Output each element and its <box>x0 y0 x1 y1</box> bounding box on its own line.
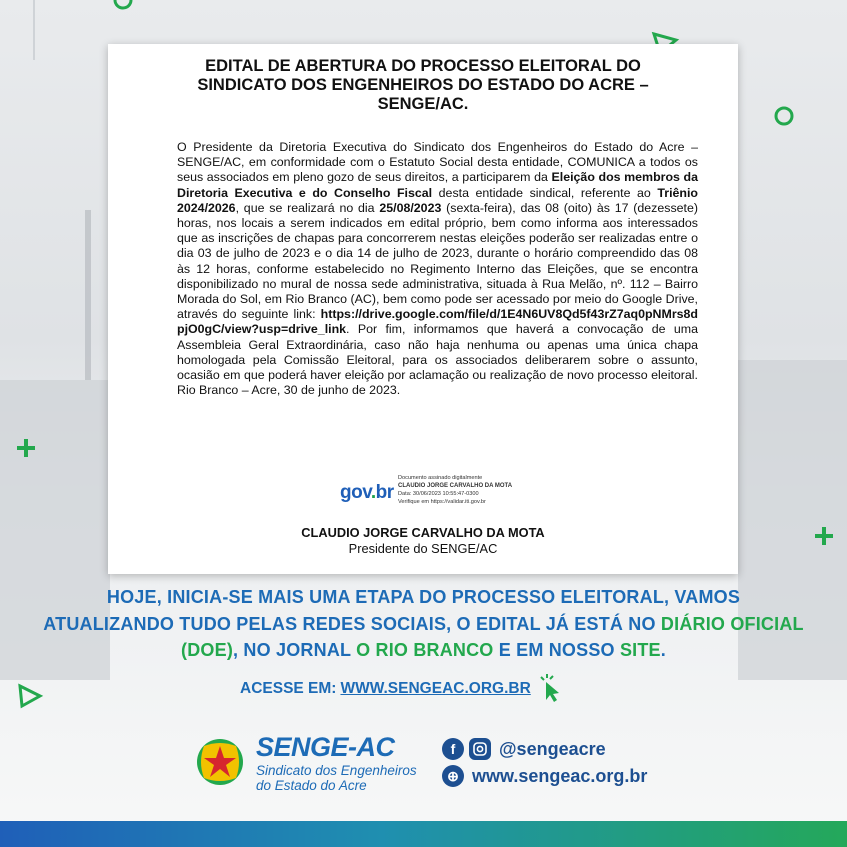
headline-highlight: O RIO BRANCO <box>356 640 494 660</box>
govbr-logo: gov.br <box>340 482 394 503</box>
headline-highlight: DIÁRIO OFICIAL (DOE) <box>181 613 804 660</box>
document-body <box>177 140 698 398</box>
body-text: O Presidente da Diretoria Executiva do Sindicato dos Engenheiros do Estado do Acre – SENGE/AC, em conformidade com o Estatuto Social desta entidade, COMUNICA a todos os seus associados em pleno gozo de seus direitos, a participarem da <box>177 140 698 185</box>
senge-ac-logo <box>190 732 430 792</box>
circle-deco-icon <box>772 104 796 128</box>
logo-subtitle: Sindicato dos Engenheiros do Estado do Acre <box>256 763 417 793</box>
footer-gradient-bar <box>0 821 847 847</box>
headline-highlight: SITE <box>619 640 661 660</box>
social-links <box>442 736 702 796</box>
circle-deco-icon <box>110 0 136 14</box>
body-text: , que se realizará no dia <box>235 200 380 215</box>
body-emphasis: Triênio 2024/2026 <box>177 185 698 215</box>
body-text: desta entidade sindical, referente ao <box>432 185 658 200</box>
document-title: EDITAL DE ABERTURA DO PROCESSO ELEITORAL DO SINDICATO DOS ENGENHEIROS DO ESTADO DO ACRE – SENGE/AC. <box>197 57 649 113</box>
headline: HOJE, INICIA-SE MAIS UMA ETAPA DO PROCESSO ELEITORAL, VAMOS ATUALIZANDO TUDO PELAS REDES SOCIAIS, O EDITAL JÁ ESTÁ NO DIÁRIO OFICIAL (DOE), NO JORNAL O RIO BRANCO E EM NOSSO SITE. <box>43 587 804 660</box>
cursor-click-icon <box>537 673 563 703</box>
body-text: . Por fim, informamos que haverá a convocação de uma Assembleia Geral Extraordinária, caso não haja nenhuma ou apenas uma única chapa homologada pela Comissão Eleitoral, para os associados deliberarem sobre o assunto, ocasião em que poderá haver eleição por aclamação ou realização de novo processo eleitoral. Rio Branco – Acre, 30 de junho de 2023. <box>177 322 698 398</box>
plus-deco-icon <box>14 436 38 460</box>
website-url[interactable]: www.sengeac.org.br <box>472 765 648 786</box>
acre-star-emblem-icon <box>190 736 250 788</box>
social-handle-row <box>442 736 606 762</box>
globe-icon: ⊕ <box>442 765 464 787</box>
access-label: ACESSE EM: <box>240 680 337 697</box>
signer-name: CLAUDIO JORGE CARVALHO DA MOTA <box>301 525 545 540</box>
facebook-icon[interactable]: f <box>442 738 464 760</box>
crane-left <box>85 210 91 380</box>
drive-link[interactable]: https://drive.google.com/file/d/1E4N6UV8Qd5f43rZ7aq0pNMrs8dpjO0gC/view?usp=drive_link <box>177 307 698 337</box>
signer-block <box>108 525 738 557</box>
line-deco-icon <box>24 0 44 60</box>
triangle-deco-icon <box>16 682 44 710</box>
digital-signature-stamp <box>340 472 580 518</box>
body-emphasis: 25/08/2023 <box>379 200 442 215</box>
body-text: (sexta-feira), das 08 (oito) às 17 (dezessete) horas, nos locais a serem indicados em edital próprio, bem como informa aos interessados que as inscrições de chapas para concorrerem nestas eleições poderão ser realizadas entre o dia 03 de julho de 2023 e o dia 14 de julho de 2023, durante o horário compreendido das 08 às 12 horas, conforme estabelecido no Regimento Interno das Eleições, que se encontra disponibilizado no mural de nossa sede administrativa, situada à Rua Melão, nº. 112 – Bairro Morada do Sol, em Rio Branco (AC), bem como pode ser acessado por meio do Google Drive, através do seguinte link: <box>177 200 698 322</box>
social-handle[interactable]: @sengeacre <box>499 738 606 759</box>
website-link[interactable]: WWW.SENGEAC.ORG.BR <box>340 680 531 697</box>
signer-role: Presidente do SENGE/AC <box>348 541 498 556</box>
edital-document <box>108 44 738 574</box>
body-emphasis: Eleição dos membros da Diretoria Executiva e do Conselho Fiscal <box>177 170 698 200</box>
plus-deco-icon <box>812 524 836 548</box>
logo-name: SENGE-AC <box>256 732 395 762</box>
access-line <box>240 673 610 703</box>
stamp-text: Documento assinado digitalmente CLAUDIO JORGE CARVALHO DA MOTA Data: 30/06/2023 10:55:47-0300 Verifique em https://validar.iti.gov.br <box>398 475 513 505</box>
instagram-icon[interactable] <box>469 738 491 760</box>
website-row <box>442 763 647 789</box>
